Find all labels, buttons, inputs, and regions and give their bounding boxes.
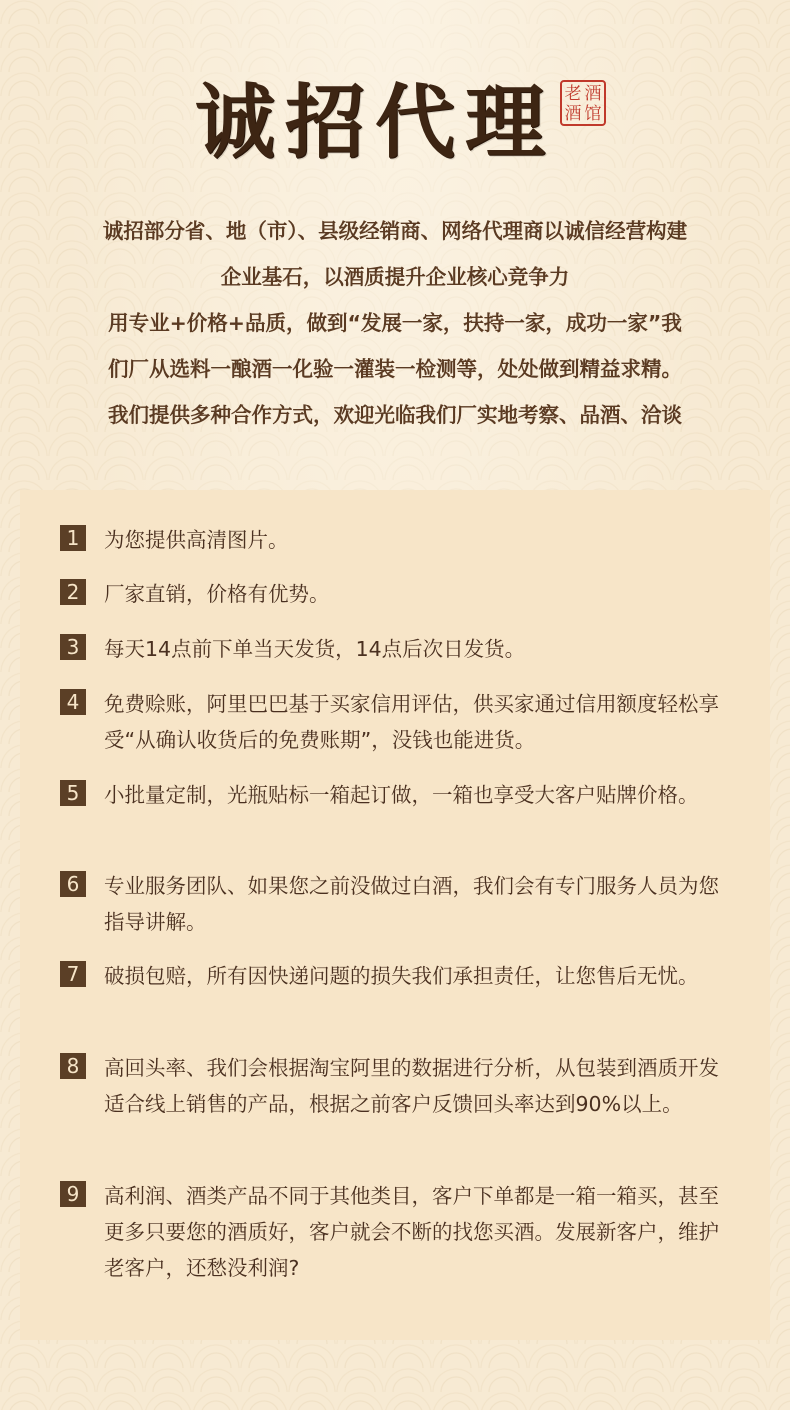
intro-line: 诚招部分省、地（市）、县级经销商、网络代理商以诚信经营构建 xyxy=(102,219,688,243)
benefit-number-badge: 8 xyxy=(60,1053,86,1079)
benefit-number-badge: 1 xyxy=(60,525,86,551)
benefit-text: 小批量定制，光瓶贴标一箱起订做，一箱也享受大客户贴牌价格。 xyxy=(104,783,699,807)
benefits-panel xyxy=(20,490,770,1340)
benefit-text: 为您提供高清图片。 xyxy=(104,528,289,552)
benefit-text: 破损包赔，所有因快递问题的损失我们承担责任，让您售后无忧。 xyxy=(104,964,699,988)
intro-line: 企业基石，以酒质提升企业核心竞争力 xyxy=(220,265,570,289)
benefit-text: 厂家直销，价格有优势。 xyxy=(104,582,330,606)
benefit-number-badge: 7 xyxy=(60,961,86,987)
benefit-number-badge: 4 xyxy=(60,689,86,715)
benefit-text: 高利润、酒类产品不同于其他类目，客户下单都是一箱一箱买，甚至更多只要您的酒质好，客户就会不断的找您买酒。发展新客户，维护老客户，还愁没利润? xyxy=(104,1184,719,1280)
benefit-number-badge: 2 xyxy=(60,579,86,605)
benefit-text: 专业服务团队、如果您之前没做过白酒，我们会有专门服务人员为您指导讲解。 xyxy=(104,874,719,934)
intro-text xyxy=(40,208,750,438)
benefit-text: 免费赊账，阿里巴巴基于买家信用评估，供买家通过信用额度轻松享受“从确认收货后的免费账期”，没钱也能进货。 xyxy=(104,692,719,752)
intro-line: 们厂从选料一酿酒一化验一灌装一检测等，处处做到精益求精。 xyxy=(108,357,682,381)
benefit-text: 每天14点前下单当天发货，14点后次日发货。 xyxy=(104,637,526,661)
benefit-text: 高回头率、我们会根据淘宝阿里的数据进行分析，从包装到酒质开发适合线上销售的产品，根据之前客户反馈回头率达到90%以上。 xyxy=(104,1056,719,1116)
page-title: 诚招代理 xyxy=(195,75,555,169)
intro-line: 我们提供多种合作方式，欢迎光临我们厂实地考察、品酒、洽谈 xyxy=(108,403,682,427)
intro-line: 用专业+价格+品质，做到“发展一家，扶持一家，成功一家”我 xyxy=(108,311,682,335)
benefit-number-badge: 9 xyxy=(60,1181,86,1207)
benefit-number-badge: 3 xyxy=(60,634,86,660)
benefit-number-badge: 6 xyxy=(60,871,86,897)
hero-section xyxy=(0,0,790,490)
title-area xyxy=(0,72,790,172)
benefit-number-badge: 5 xyxy=(60,780,86,806)
seal-stamp-icon: 老 酒 酒 馆 xyxy=(560,80,606,126)
